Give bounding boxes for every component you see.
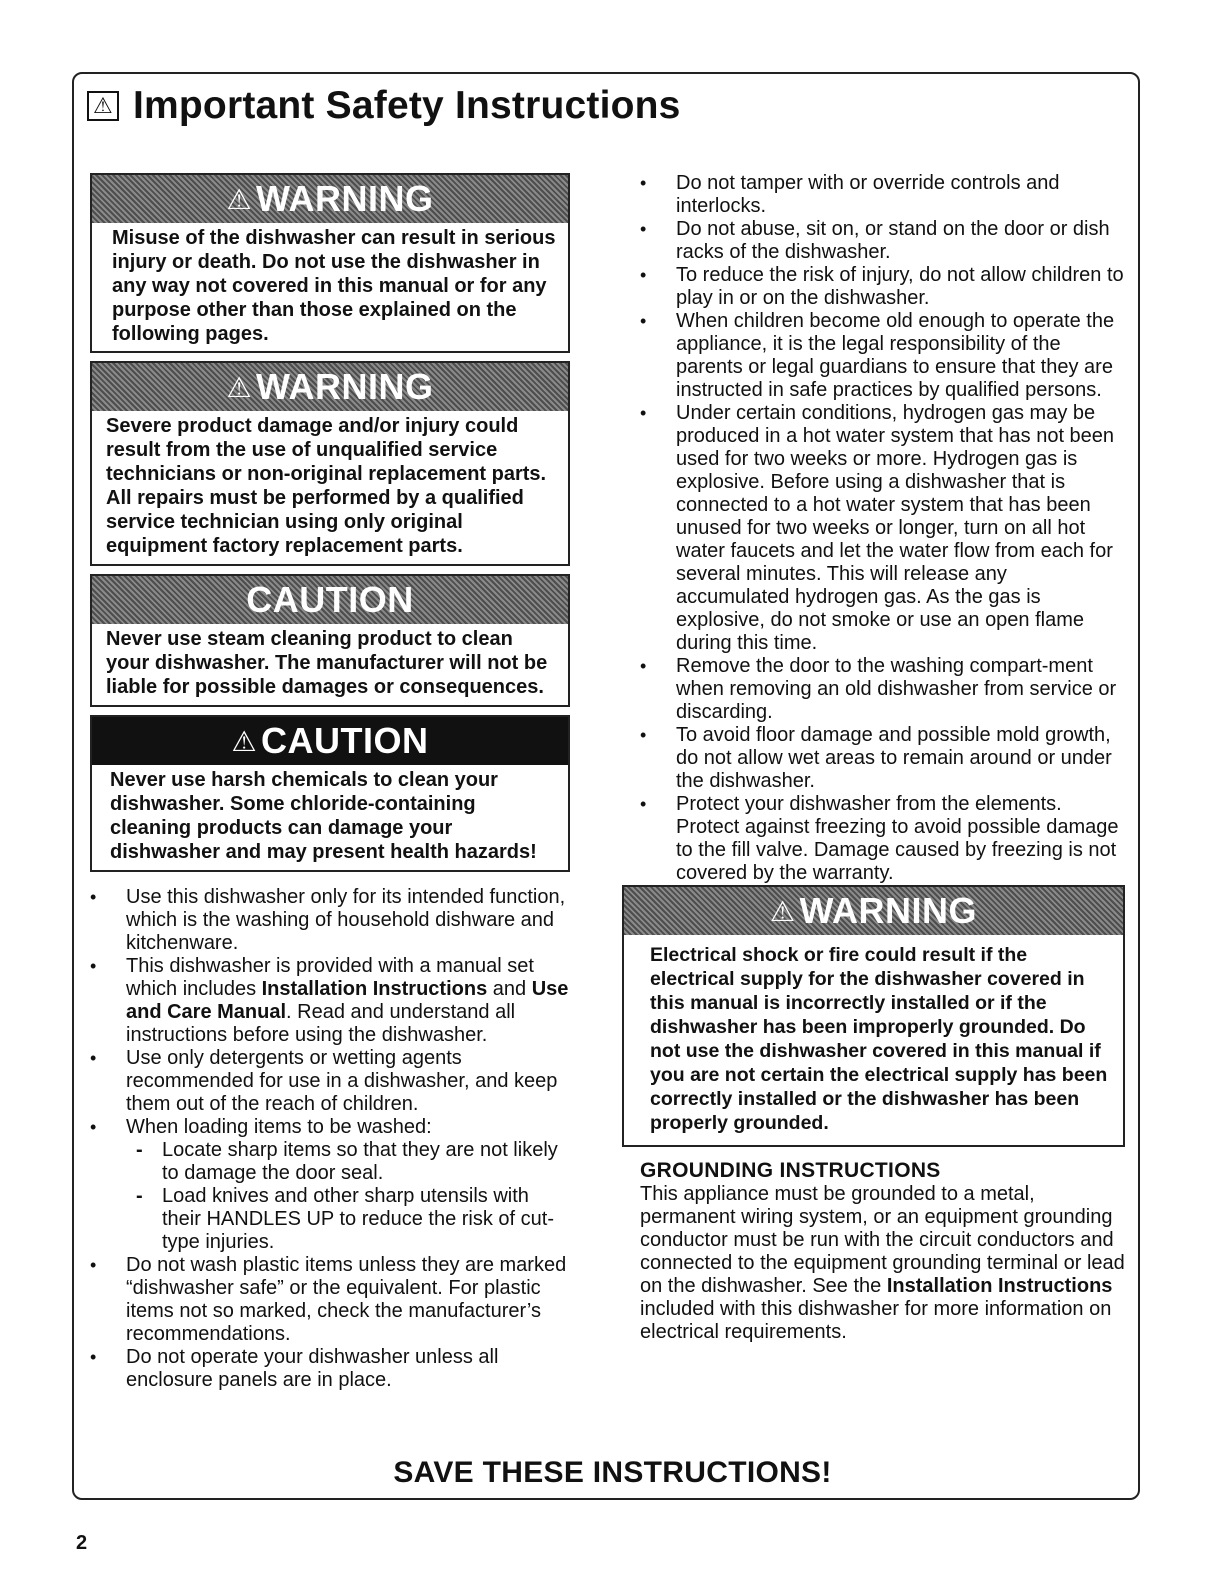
list-item: • Do not tamper with or override controls and interlocks. xyxy=(640,172,1125,218)
list-item: • Remove the door to the washing compart-ment when removing an old dishwasher from service or discarding. xyxy=(640,655,1125,724)
warning-text: Misuse of the dishwasher can result in serious injury or death. Do not use the dishwasher in any way not covered in this manual or for any purpose other than those explained on the following pages. xyxy=(112,227,556,345)
caution-banner xyxy=(92,717,568,765)
list-item: • This dishwasher is provided with a manual set which includes Installation Instructions and Use and Care Manual. Read and understand all instructions before using the dishwasher. xyxy=(90,955,570,1047)
list-item: • Do not operate your dishwasher unless all enclosure panels are in place. xyxy=(90,1346,570,1392)
banner-label: WARNING xyxy=(256,366,434,407)
warning-triangle-icon: ⚠ xyxy=(226,183,253,215)
caution-text: Never use harsh chemicals to clean your dishwasher. Some chloride-containing cleaning products can damage your dishwasher and may present health hazards! xyxy=(110,769,537,863)
warning-banner xyxy=(92,363,568,411)
list-item: • Use this dishwasher only for its intended function, which is the washing of household dishware and kitchenware. xyxy=(90,886,570,955)
warning-box xyxy=(90,361,570,566)
grounding-text: This appliance must be grounded to a metal, permanent wiring system, or an equipment grounding conductor must be run with the circuit conductors and connected to the equipment grounding terminal or lead on the dishwasher. See the Installation Instructions included with this dishwasher for more information on electrical requirements. xyxy=(640,1183,1125,1343)
sub-list-item: - Load knives and other sharp utensils with their HANDLES UP to reduce the risk of cut-type injuries. xyxy=(126,1185,570,1254)
warning-triangle-icon: ⚠ xyxy=(769,895,796,927)
list-item: • Do not wash plastic items unless they are marked “dishwasher safe” or the equivalent. For plastic items not so marked, check the manufacturer’s recommendations. xyxy=(90,1254,570,1346)
list-item: • Do not abuse, sit on, or stand on the door or dish racks of the dishwasher. xyxy=(640,218,1125,264)
list-item: • Use only detergents or wetting agents recommended for use in a dishwasher, and keep them out of the reach of children. xyxy=(90,1047,570,1116)
caution-box xyxy=(90,574,570,707)
caution-banner xyxy=(92,576,568,624)
warning-banner xyxy=(92,175,568,223)
list-item: • To avoid floor damage and possible mold growth, do not allow wet areas to remain around or under the dishwasher. xyxy=(640,724,1125,793)
caution-box xyxy=(90,715,570,872)
banner-label: WARNING xyxy=(799,890,978,931)
sub-list-item: - Locate sharp items so that they are not likely to damage the door seal. xyxy=(126,1139,570,1185)
safety-list-right xyxy=(640,172,1125,885)
page-number: 2 xyxy=(76,1532,88,1554)
grounding-heading: GROUNDING INSTRUCTIONS xyxy=(640,1159,941,1182)
list-item: • To reduce the risk of injury, do not allow children to play in or on the dishwasher. xyxy=(640,264,1125,310)
page-title-text: Important Safety Instructions xyxy=(133,84,681,127)
list-item: • When loading items to be washed: - Locate sharp items so that they are not likely to damage the door seal. - Load knives and other sharp utensils with their HANDLES UP to reduce the risk of cut-type injuries. xyxy=(90,1116,570,1254)
warning-icon: ⚠ xyxy=(87,91,119,121)
warning-banner xyxy=(624,887,1123,935)
list-item: • Under certain conditions, hydrogen gas may be produced in a hot water system that has not been used for two weeks or more. Hydrogen gas is explosive. Before using a dishwasher that is connected to a hot water system that has been unused for two weeks or longer, turn on all hot water faucets and let the water flow from each for several minutes. This will release any accumulated hydrogen gas. As the gas is explosive, do not smoke or use an open flame during this time. xyxy=(640,402,1125,655)
right-column xyxy=(640,172,1125,1344)
warning-triangle-icon: ⚠ xyxy=(231,725,258,757)
page-title xyxy=(87,84,681,128)
electrical-warning-text: Electrical shock or fire could result if the electrical supply for the dishwasher covered in this manual is incorrectly installed or if the dishwasher has been improperly grounded. Do not use the dishwasher covered in this manual if you are not certain the electrical supply has been correctly installed or the dishwasher has been properly grounded. xyxy=(650,944,1108,1134)
banner-label: CAUTION xyxy=(261,720,429,761)
banner-label: CAUTION xyxy=(246,579,414,620)
save-instructions-footer: SAVE THESE INSTRUCTIONS! xyxy=(393,1456,832,1489)
electrical-warning-box xyxy=(622,885,1125,1147)
sub-list xyxy=(126,1139,570,1254)
caution-text: Never use steam cleaning product to clean your dishwasher. The manufacturer will not be liable for possible damages or consequences. xyxy=(106,628,548,698)
warning-box xyxy=(90,173,570,353)
list-item: • When children become old enough to operate the appliance, it is the legal responsibility of the parents or legal guardians to ensure that they are instructed in safe practices by qualified persons. xyxy=(640,310,1125,402)
list-item: • Protect your dishwasher from the elements. Protect against freezing to avoid possible damage to the fill valve. Damage caused by freezing is not covered by the warranty. xyxy=(640,793,1125,885)
safety-list-left xyxy=(90,886,570,1392)
left-column xyxy=(90,173,570,1392)
warning-text: Severe product damage and/or injury could result from the use of unqualified service technicians or non-original replacement parts. All repairs must be performed by a qualified service technician using only original equipment factory replacement parts. xyxy=(106,415,547,557)
warning-triangle-icon: ⚠ xyxy=(226,371,253,403)
banner-label: WARNING xyxy=(256,178,434,219)
